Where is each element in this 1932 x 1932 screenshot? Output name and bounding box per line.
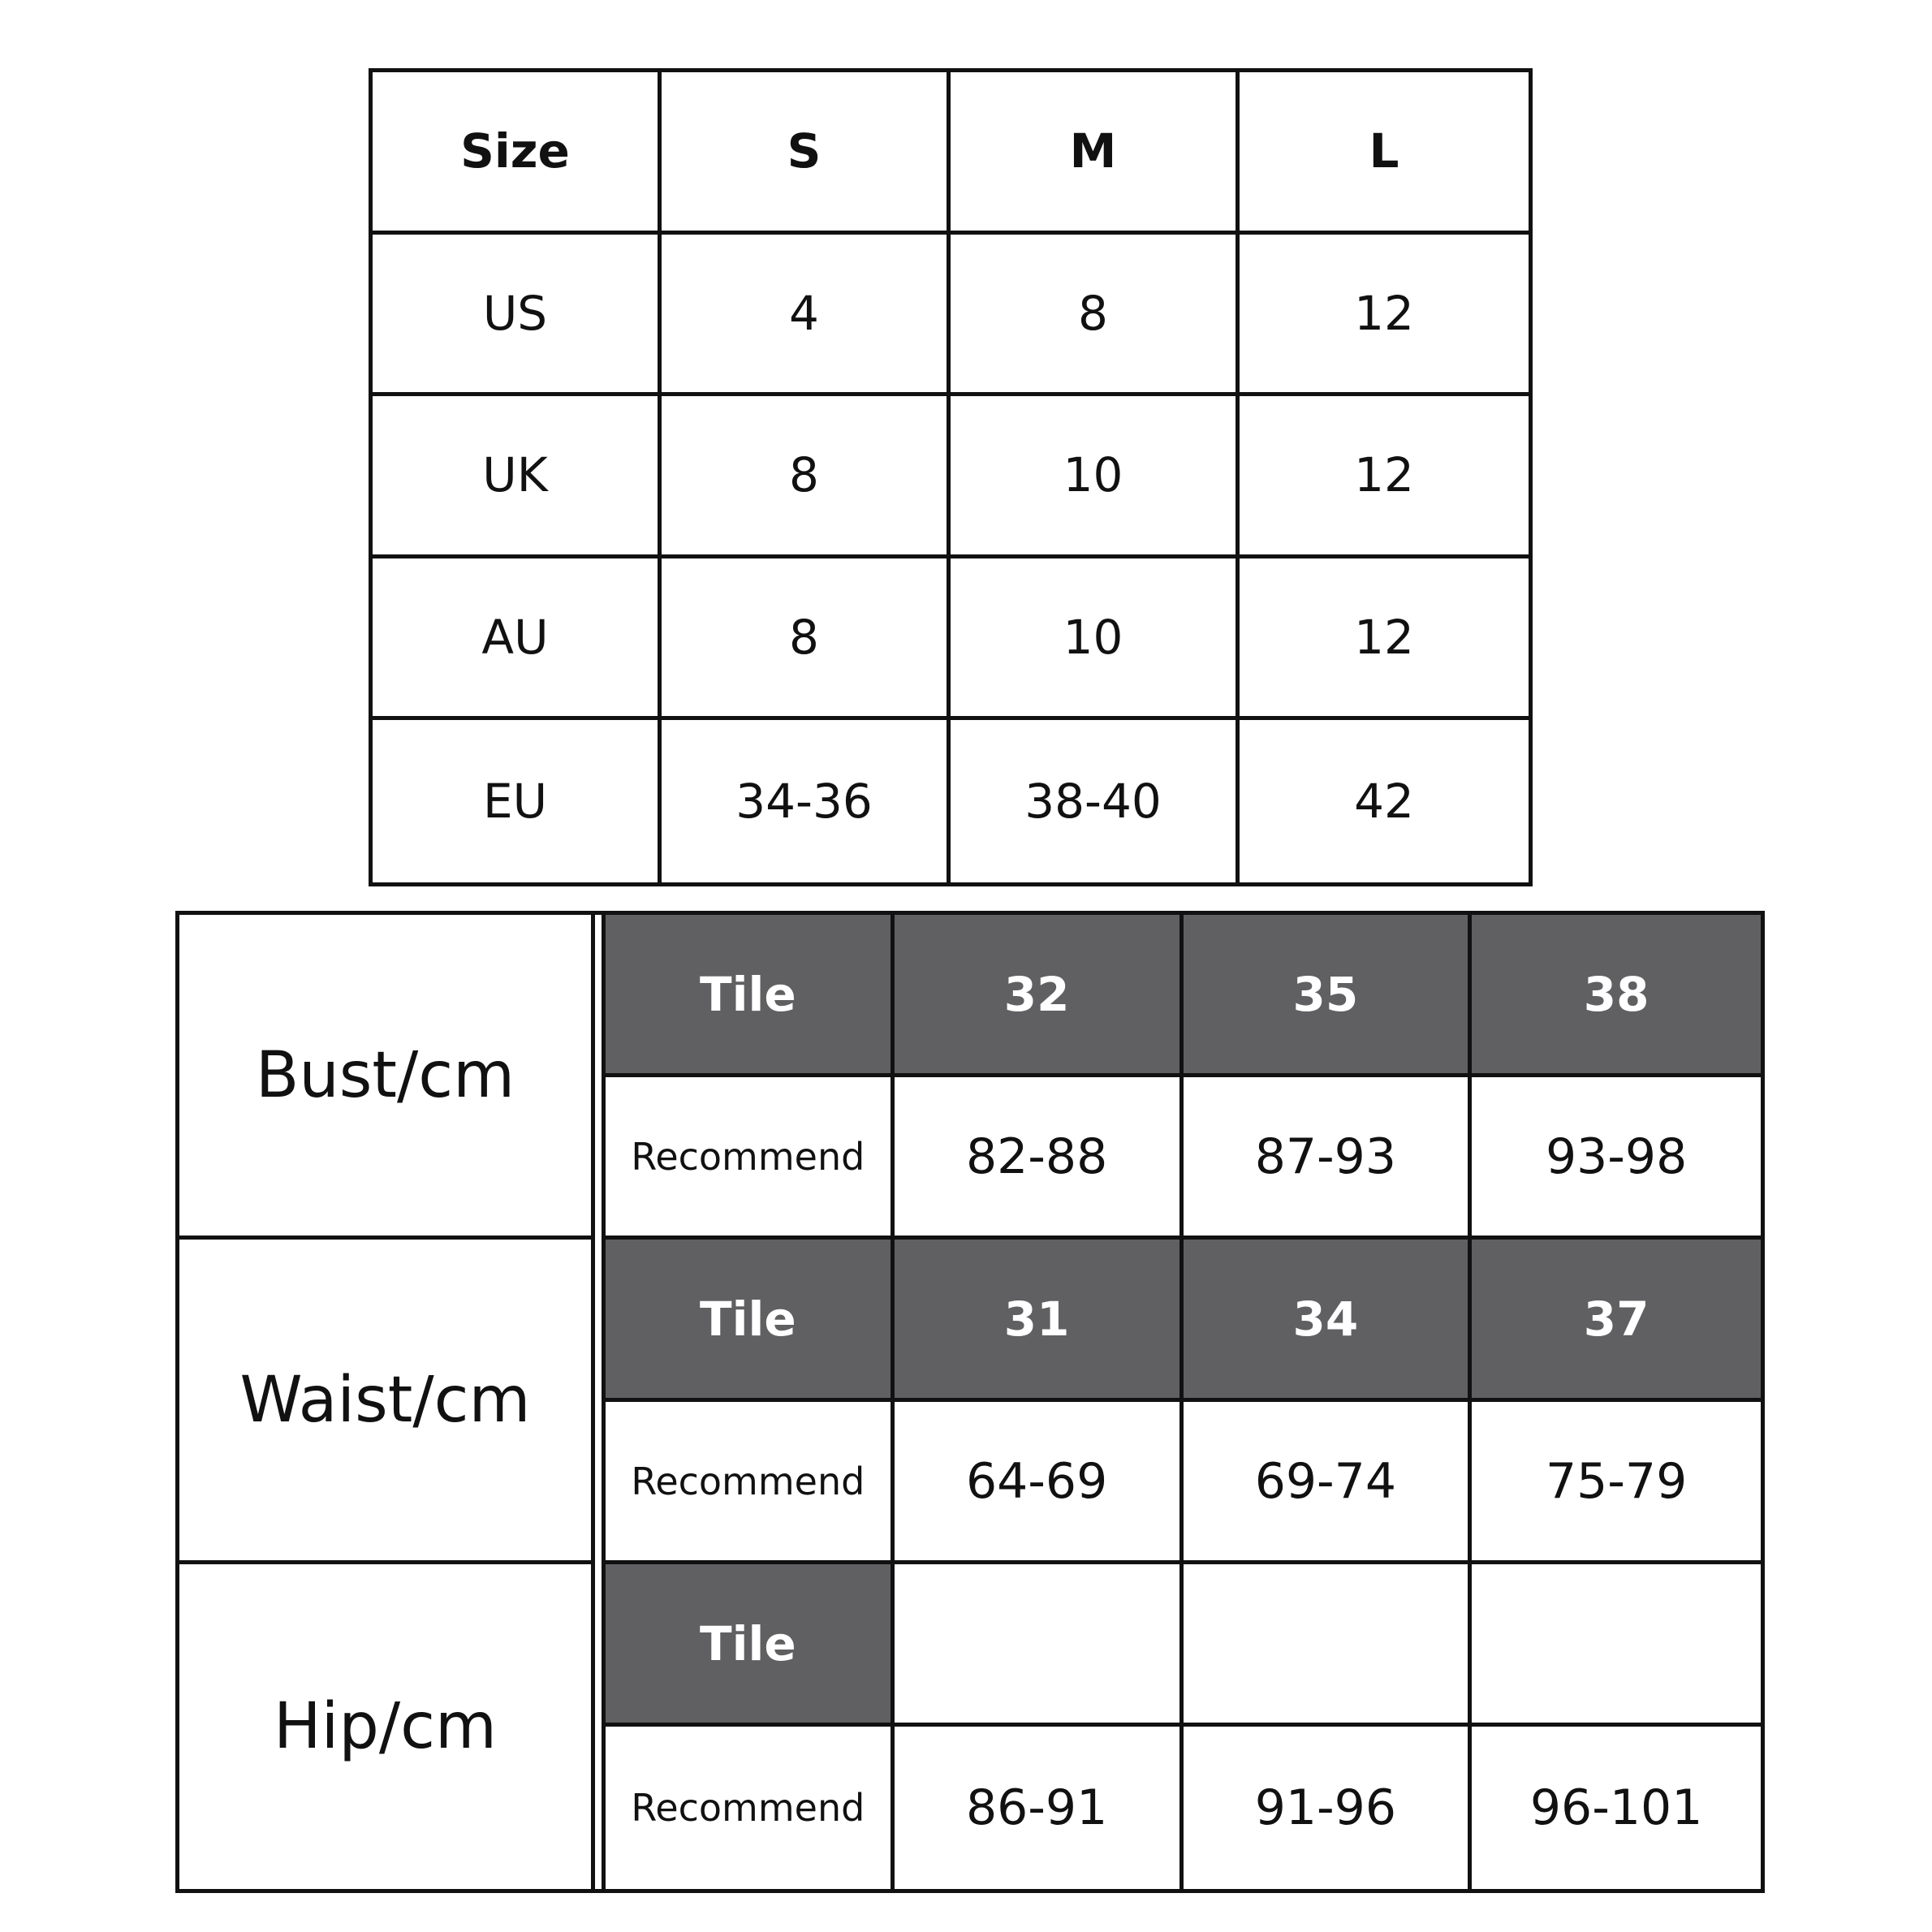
measurement-table bbox=[175, 911, 1765, 1893]
size-conversion-table bbox=[369, 68, 1533, 886]
table-cell: 10 bbox=[951, 396, 1240, 558]
table-cell: 8 bbox=[662, 558, 951, 721]
table-cell: 4 bbox=[662, 235, 951, 397]
row-label: US bbox=[373, 235, 662, 397]
recommend-label: Recommend bbox=[606, 1402, 895, 1564]
measurement-labels bbox=[179, 915, 595, 1889]
hip-label: Hip/cm bbox=[274, 1690, 497, 1763]
tile-header: Tile bbox=[606, 915, 895, 1077]
table-cell: 8 bbox=[951, 235, 1240, 397]
table-cell: 12 bbox=[1240, 558, 1529, 721]
tile-header: Tile bbox=[606, 1240, 895, 1402]
tile-value: 32 bbox=[895, 915, 1184, 1077]
header-cell: M bbox=[951, 72, 1240, 235]
table-cell: 8 bbox=[662, 396, 951, 558]
recommend-value: 91-96 bbox=[1184, 1727, 1473, 1889]
recommend-value: 75-79 bbox=[1472, 1402, 1761, 1564]
tile-value: 31 bbox=[895, 1240, 1184, 1402]
recommend-value: 64-69 bbox=[895, 1402, 1184, 1564]
recommend-value: 96-101 bbox=[1529, 1779, 1703, 1836]
bust-label: Bust/cm bbox=[179, 915, 591, 1240]
tile-value: 35 bbox=[1184, 915, 1473, 1077]
header-cell: L bbox=[1240, 72, 1529, 235]
measurement-grid bbox=[602, 915, 1761, 1889]
recommend-value: 69-74 bbox=[1184, 1402, 1473, 1564]
waist-label: Waist/cm bbox=[179, 1240, 591, 1564]
header-cell: Size bbox=[373, 72, 662, 235]
recommend-value: 82-88 bbox=[895, 1077, 1184, 1240]
tile-value: 38 bbox=[1472, 915, 1761, 1077]
recommend-value: 93-98 bbox=[1472, 1077, 1761, 1240]
header-cell: S bbox=[662, 72, 951, 235]
tile-header: Tile bbox=[606, 1564, 895, 1727]
tile-value: 37 bbox=[1472, 1240, 1761, 1402]
table-cell: 10 bbox=[951, 558, 1240, 721]
recommend-label: Recommend bbox=[606, 1727, 895, 1889]
recommend-value: 86-91 bbox=[895, 1727, 1184, 1889]
tile-value-empty bbox=[1472, 1564, 1761, 1727]
recommend-label: Recommend bbox=[606, 1077, 895, 1240]
row-label: EU bbox=[373, 720, 662, 882]
table-cell: 12 bbox=[1240, 235, 1529, 397]
row-label: UK bbox=[373, 396, 662, 558]
table-cell: 34-36 bbox=[662, 720, 951, 882]
tile-value: 34 bbox=[1184, 1240, 1473, 1402]
row-label: AU bbox=[373, 558, 662, 721]
table-cell: 38-40 bbox=[951, 720, 1240, 882]
table-cell: 42 bbox=[1354, 774, 1414, 830]
tile-value-empty bbox=[895, 1564, 1184, 1727]
recommend-value: 87-93 bbox=[1184, 1077, 1473, 1240]
table-cell: 12 bbox=[1240, 396, 1529, 558]
tile-value-empty bbox=[1184, 1564, 1473, 1727]
